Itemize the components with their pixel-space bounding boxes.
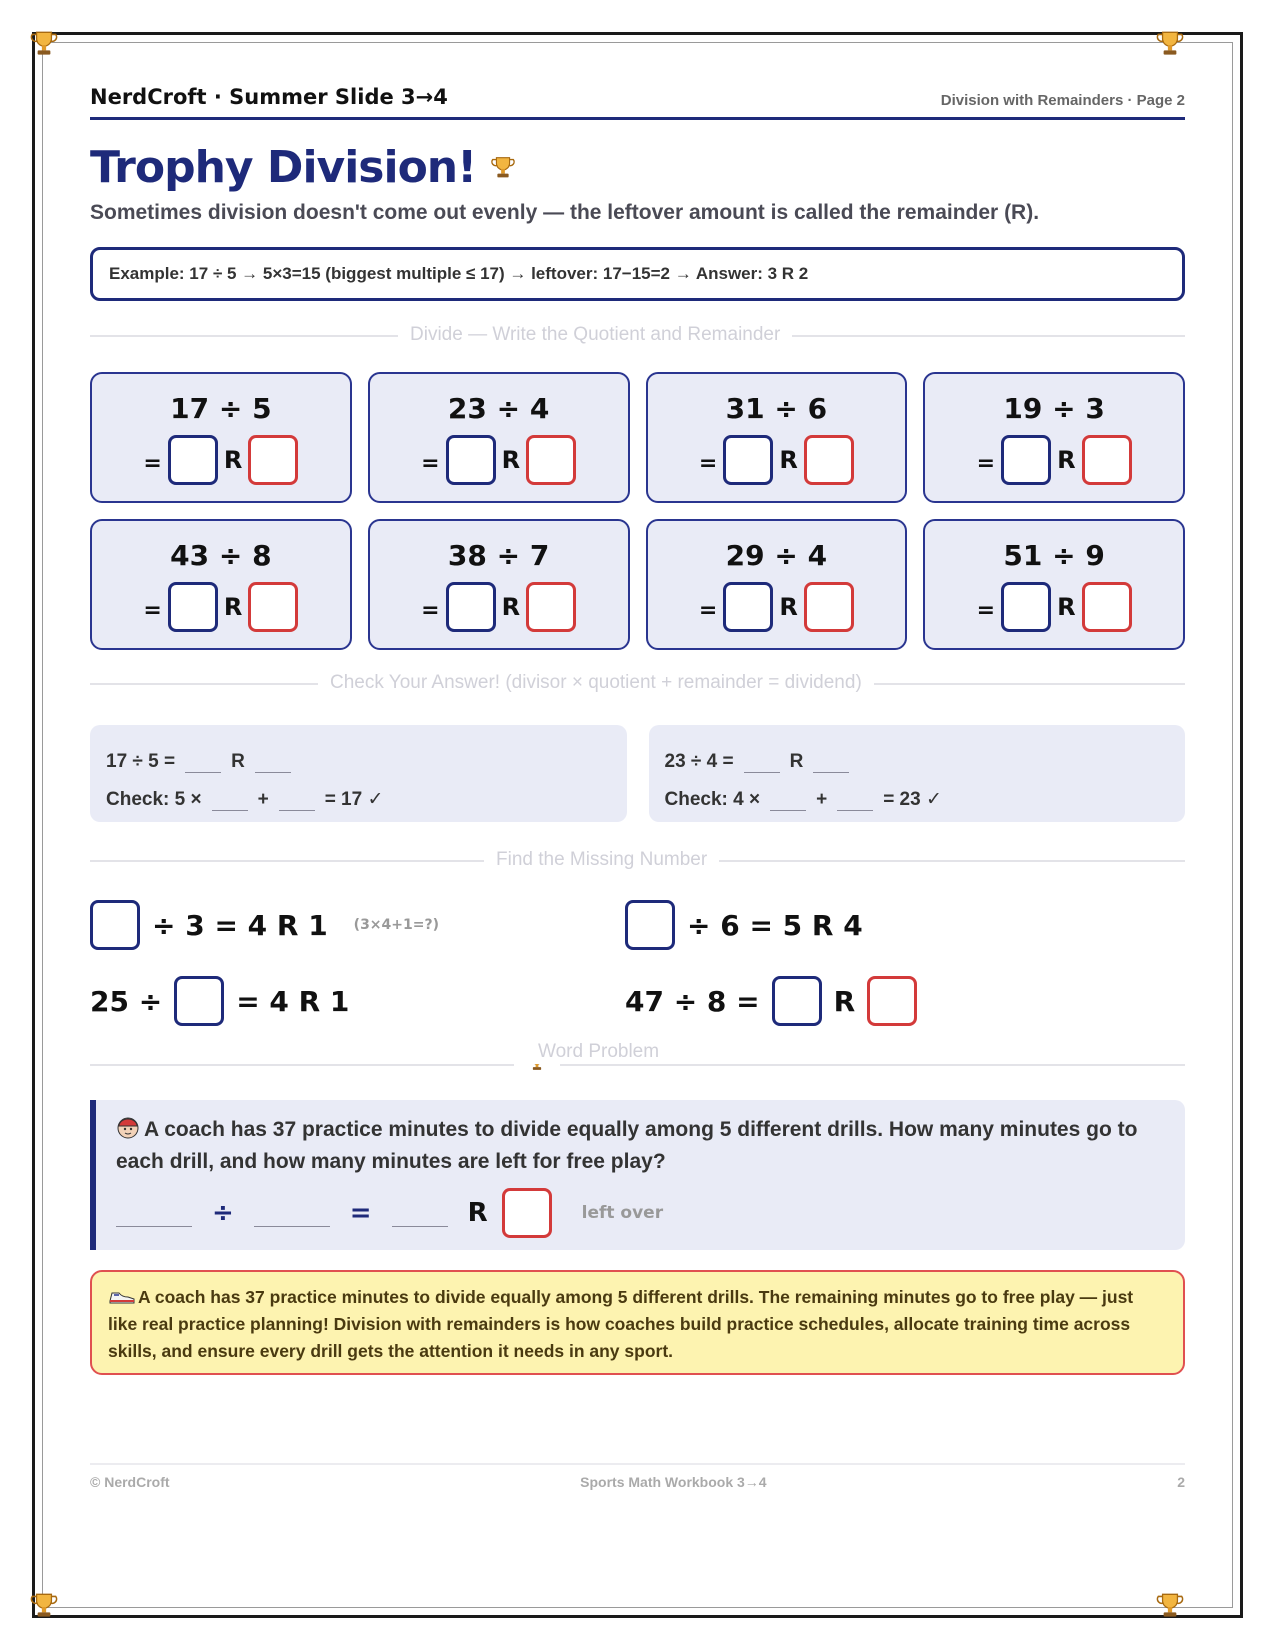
remainder-blank[interactable] [279, 789, 315, 811]
check-problem: 23 ÷ 4 = [664, 751, 734, 772]
remainder-label: R [833, 984, 856, 1018]
page-info: Division with Remainders · Page 2 [940, 92, 1185, 109]
divide-sign: ÷ [212, 1198, 234, 1228]
division-problem: 31 ÷ 6 [725, 392, 828, 425]
remainder-label: R [789, 751, 804, 772]
division-card [923, 372, 1185, 503]
remainder-box[interactable] [804, 582, 854, 632]
check-card [649, 725, 1186, 822]
division-card [368, 372, 630, 503]
equals-sign: = [421, 597, 440, 623]
sneaker-icon [108, 1288, 136, 1306]
equals-sign: = [143, 450, 162, 476]
remainder-label: R [1057, 446, 1076, 474]
check-suffix: = 23 ✓ [883, 789, 942, 810]
section-heading: Check Your Answer! (divisor × quotient + remainder = dividend) [318, 671, 874, 695]
division-problem: 19 ÷ 3 [1003, 392, 1105, 425]
quotient-blank[interactable] [185, 751, 221, 773]
remainder-label: R [501, 446, 521, 474]
trophy-icon [1153, 1589, 1187, 1623]
word-problem-box [90, 1100, 1185, 1250]
division-card [923, 519, 1185, 650]
check-prefix: Check: 4 × [664, 789, 761, 810]
brand-title: NerdCroft · Summer Slide 3→4 [90, 85, 448, 109]
answer-row [421, 435, 576, 485]
division-problem: 38 ÷ 7 [447, 539, 550, 572]
plus-sign: + [816, 789, 828, 810]
missing-number-problem [90, 976, 625, 1026]
missing-number-row [90, 976, 1185, 1026]
quotient-box[interactable] [723, 435, 773, 485]
word-problem-sentence: A coach has 37 practice minutes to divide equally among 5 different drills. How many minutes go to each drill, and how many minutes are left for free play? [116, 1118, 1138, 1173]
check-section [90, 725, 1185, 822]
answer-row [977, 582, 1132, 632]
check-verify-line [665, 781, 1170, 811]
quotient-box[interactable] [772, 976, 822, 1026]
equals-sign: = [143, 597, 162, 623]
remainder-box[interactable] [502, 1188, 552, 1238]
fun-fact-text: A coach has 37 practice minutes to divide equally among 5 different drills. The remaining minutes go to free play — just like real practice planning! Division with remainders is how coaches build practice schedules, allocate training time across skills, and ensure every drill gets the attention it needs in any sport. [108, 1287, 1134, 1361]
quotient-box[interactable] [446, 435, 496, 485]
coach-icon [116, 1116, 140, 1140]
check-problem: 17 ÷ 5 = [106, 751, 176, 772]
division-problem: 51 ÷ 9 [1003, 539, 1105, 572]
footer-divider [90, 1463, 1185, 1465]
quotient-blank[interactable] [770, 789, 806, 811]
remainder-box[interactable] [804, 435, 854, 485]
trophy-icon [488, 153, 518, 183]
check-verify-line [106, 781, 611, 811]
example-text: Example: 17 ÷ 5 → 5×3=15 (biggest multiple ≤ 17) → leftover: 17−15=2 → Answer: 3 R 2 [109, 264, 809, 283]
division-grid [90, 372, 1185, 650]
section-divider [90, 1041, 1185, 1066]
section-heading [514, 1041, 660, 1074]
hint-text: (3×4+1=?) [353, 917, 440, 933]
page-number: 2 [1177, 1474, 1185, 1490]
answer-row [421, 582, 576, 632]
quotient-blank[interactable] [212, 789, 248, 811]
plus-sign: + [257, 789, 269, 810]
worksheet-page [90, 78, 1185, 1578]
equals-sign: = [698, 597, 718, 623]
section-heading-text: Word Problem [526, 1040, 671, 1064]
remainder-box[interactable] [526, 582, 576, 632]
equation-text: = 4 R 1 [236, 984, 350, 1018]
remainder-label: R [779, 593, 798, 621]
remainder-box[interactable] [1082, 582, 1132, 632]
equation-start: 25 ÷ [90, 984, 163, 1018]
quotient-box[interactable] [1001, 582, 1051, 632]
quotient-box[interactable] [168, 435, 218, 485]
division-problem: 23 ÷ 4 [447, 392, 550, 425]
dividend-box[interactable] [90, 900, 140, 950]
equation-text: ÷ 3 = 4 R 1 [152, 908, 328, 942]
divisor-blank[interactable] [254, 1199, 330, 1227]
section-divider [90, 849, 1185, 870]
dividend-blank[interactable] [116, 1199, 192, 1227]
dividend-box[interactable] [625, 900, 675, 950]
remainder-label: R [223, 446, 243, 474]
answer-row [977, 435, 1132, 485]
word-answer-row [116, 1188, 1167, 1238]
quotient-box[interactable] [168, 582, 218, 632]
answer-row [699, 582, 854, 632]
equation-text: ÷ 6 = 5 R 4 [687, 908, 863, 942]
word-problem-text [116, 1114, 1167, 1178]
remainder-label: R [501, 593, 521, 621]
quotient-box[interactable] [723, 582, 773, 632]
check-problem-line [106, 743, 611, 773]
remainder-blank[interactable] [255, 751, 291, 773]
remainder-box[interactable] [248, 435, 298, 485]
title-row [90, 142, 1185, 193]
quotient-box[interactable] [1001, 435, 1051, 485]
section-heading: Divide — Write the Quotient and Remainder [398, 323, 792, 347]
remainder-box[interactable] [1082, 435, 1132, 485]
equals-sign: = [349, 1198, 372, 1228]
division-problem: 29 ÷ 4 [725, 539, 828, 572]
missing-number-problem [625, 900, 1160, 950]
trophy-icon [1153, 27, 1187, 61]
page-subtitle: Sometimes division doesn't come out evenly — the leftover amount is called the remainder (R). [90, 201, 1040, 224]
equation-start: 47 ÷ 8 = [625, 984, 760, 1018]
equals-sign: = [421, 450, 440, 476]
trophy-icon [27, 27, 61, 61]
remainder-label: R [779, 446, 798, 474]
remainder-box[interactable] [526, 435, 576, 485]
equals-sign: = [698, 450, 718, 476]
division-card [646, 372, 908, 503]
check-problem-line [665, 743, 1170, 773]
division-card [90, 519, 352, 650]
division-problem: 43 ÷ 8 [170, 539, 272, 572]
quotient-blank[interactable] [744, 751, 780, 773]
trophy-icon [27, 1589, 61, 1623]
missing-number-row [90, 900, 1185, 950]
remainder-label: R [1057, 593, 1076, 621]
quotient-box[interactable] [446, 582, 496, 632]
missing-number-problem [90, 900, 625, 950]
answer-row [699, 435, 854, 485]
page-title: Trophy Division! [90, 142, 477, 193]
page-footer [90, 1474, 1185, 1490]
division-card [368, 519, 630, 650]
section-divider [90, 672, 1185, 693]
remainder-label: R [223, 593, 243, 621]
remainder-label: R [467, 1198, 488, 1228]
remainder-label: R [231, 751, 245, 772]
division-card [646, 519, 908, 650]
check-card [90, 725, 627, 822]
remainder-blank[interactable] [813, 751, 849, 773]
remainder-blank[interactable] [837, 789, 873, 811]
quotient-blank[interactable] [392, 1199, 448, 1227]
division-card [90, 372, 352, 503]
fun-fact-box [90, 1270, 1185, 1375]
section-heading: Find the Missing Number [484, 848, 719, 872]
answer-row [143, 582, 298, 632]
answer-row [143, 435, 298, 485]
equals-sign: = [976, 450, 996, 476]
footer-workbook: Sports Math Workbook 3→4 [580, 1474, 767, 1490]
footer-copyright: © NerdCroft [90, 1474, 170, 1490]
remainder-box[interactable] [248, 582, 298, 632]
section-divider [90, 324, 1185, 345]
missing-number-problem [625, 976, 1160, 1026]
example-box [90, 247, 1185, 301]
check-prefix: Check: 5 × [106, 789, 202, 810]
remainder-box[interactable] [867, 976, 917, 1026]
check-suffix: = 17 ✓ [324, 789, 384, 810]
equals-sign: = [976, 597, 996, 623]
leftover-label: left over [581, 1203, 664, 1223]
divisor-box[interactable] [174, 976, 224, 1026]
division-problem: 17 ÷ 5 [170, 392, 272, 425]
page-header [90, 78, 1185, 120]
